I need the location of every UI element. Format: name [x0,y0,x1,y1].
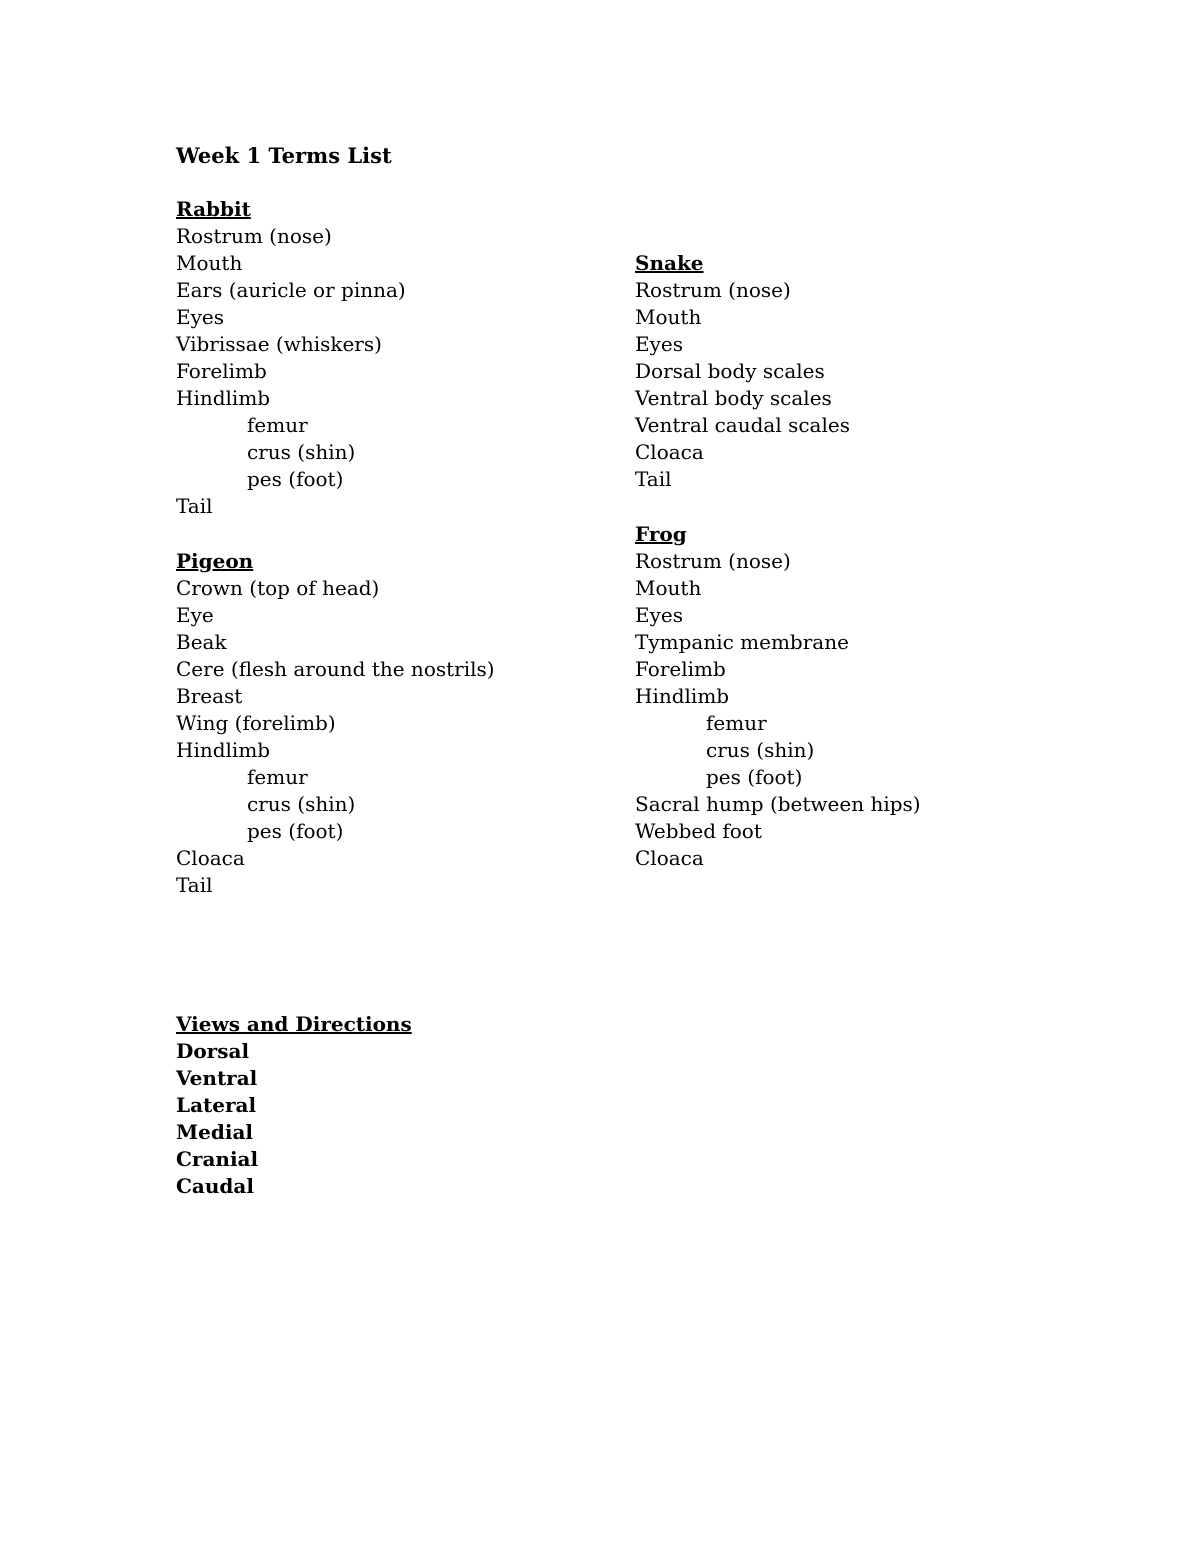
term-list-snake [635,277,850,493]
sub-term-item: crus (shin) [706,738,815,762]
term-item: Wing (forelimb) [176,711,336,735]
term-item: Eyes [635,603,683,627]
term-item: Cere (flesh around the nostrils) [176,657,495,681]
section-pigeon [176,548,495,899]
term-item: Tail [635,467,672,491]
term-item: Sacral hump (between hips) [635,792,921,816]
term-item: Breast [176,684,243,708]
section-heading-rabbit: Rabbit [176,197,251,221]
term-list-rabbit [176,223,406,520]
term-item: Forelimb [176,359,267,383]
term-item: Ears (auricle or pinna) [176,278,406,302]
term-item: Eye [176,603,214,627]
term-item: Ventral caudal scales [635,413,850,437]
term-item: Hindlimb [176,386,271,410]
section-snake [635,250,850,493]
sub-term-item: pes (foot) [706,765,803,789]
term-item: Mouth [635,576,702,600]
term-item: Eyes [635,332,683,356]
term-item: Tail [176,494,213,518]
term-item: Eyes [176,305,224,329]
section-rabbit [176,196,406,520]
term-item: Crown (top of head) [176,576,380,600]
term-item: Tail [176,873,213,897]
section-heading-frog: Frog [635,522,687,546]
section-views-and-directions [176,1011,412,1200]
term-item: Mouth [176,251,243,275]
sub-term-item: femur [247,765,308,789]
term-list-views-and-directions [176,1038,412,1200]
term-item: Cloaca [635,440,704,464]
sub-term-item: crus (shin) [247,792,356,816]
term-item: Cloaca [176,846,245,870]
term-list-pigeon [176,575,495,899]
term-item: Forelimb [635,657,726,681]
term-item: Rostrum (nose) [635,549,791,573]
term-item: Cranial [176,1147,259,1171]
section-heading-pigeon: Pigeon [176,549,254,573]
term-item: Cloaca [635,846,704,870]
term-item: Beak [176,630,227,654]
term-item: Hindlimb [176,738,271,762]
sub-term-item: crus (shin) [247,440,356,464]
page-title: Week 1 Terms List [176,143,392,168]
term-item: Caudal [176,1174,254,1198]
term-item: Hindlimb [635,684,730,708]
term-item: Lateral [176,1093,257,1117]
term-item: Tympanic membrane [635,630,849,654]
section-heading-snake: Snake [635,251,704,275]
section-frog [635,521,921,872]
term-item: Rostrum (nose) [176,224,332,248]
sub-term-item: pes (foot) [247,467,344,491]
term-item: Ventral [176,1066,258,1090]
sub-term-item: femur [706,711,767,735]
term-item: Mouth [635,305,702,329]
term-list-frog [635,548,921,872]
section-heading-views-and-directions: Views and Directions [176,1012,412,1036]
term-item: Rostrum (nose) [635,278,791,302]
term-item: Webbed foot [635,819,762,843]
sub-term-item: femur [247,413,308,437]
term-item: Medial [176,1120,254,1144]
term-item: Ventral body scales [635,386,832,410]
term-item: Vibrissae (whiskers) [176,332,382,356]
sub-term-item: pes (foot) [247,819,344,843]
term-item: Dorsal body scales [635,359,825,383]
term-item: Dorsal [176,1039,250,1063]
